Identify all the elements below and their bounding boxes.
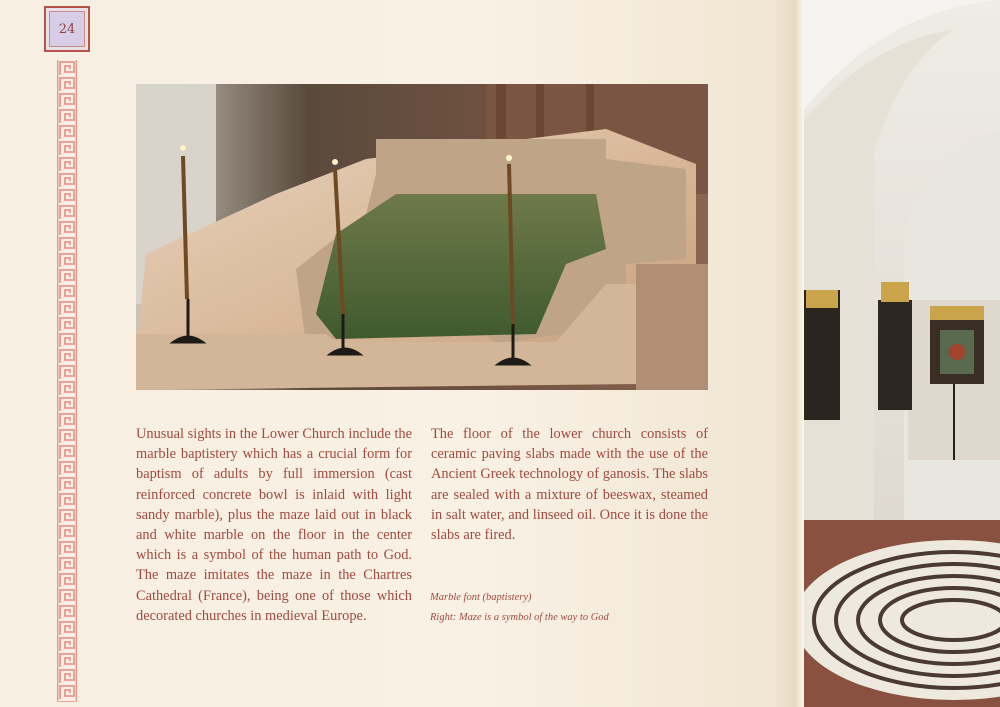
body-text-left: Unusual sights in the Lower Church include the marble baptistery which has a crucial form for baptism of adults by full immersion (cast reinforced concrete bowl is inlaid with light sandy marble), plus the maze laid out in black and white marble on the floor in the center which is a symbol of the human path to God. The maze imitates the maze in the Chartres Cathedral (France), being one of those which decorated churches in medieval Europe. — [136, 426, 412, 624]
page-number-box — [44, 6, 90, 52]
body-text-right: The floor of the lower church consists of ceramic paving slabs made with the use of the Ancient Greek technology of ganosis. The slabs are sealed with a mixture of beeswax, steamed in salt water, and linseed oil. Once it is done the slabs are fired. — [431, 426, 708, 544]
greek-key-border — [57, 60, 77, 702]
maze-floor-photo — [804, 0, 1000, 707]
page-number: 24 — [49, 11, 85, 47]
baptistery-photo — [136, 84, 708, 390]
caption-secondary: Right: Maze is a symbol of the way to God — [430, 612, 609, 623]
caption-primary: Marble font (baptistery) — [430, 592, 532, 603]
